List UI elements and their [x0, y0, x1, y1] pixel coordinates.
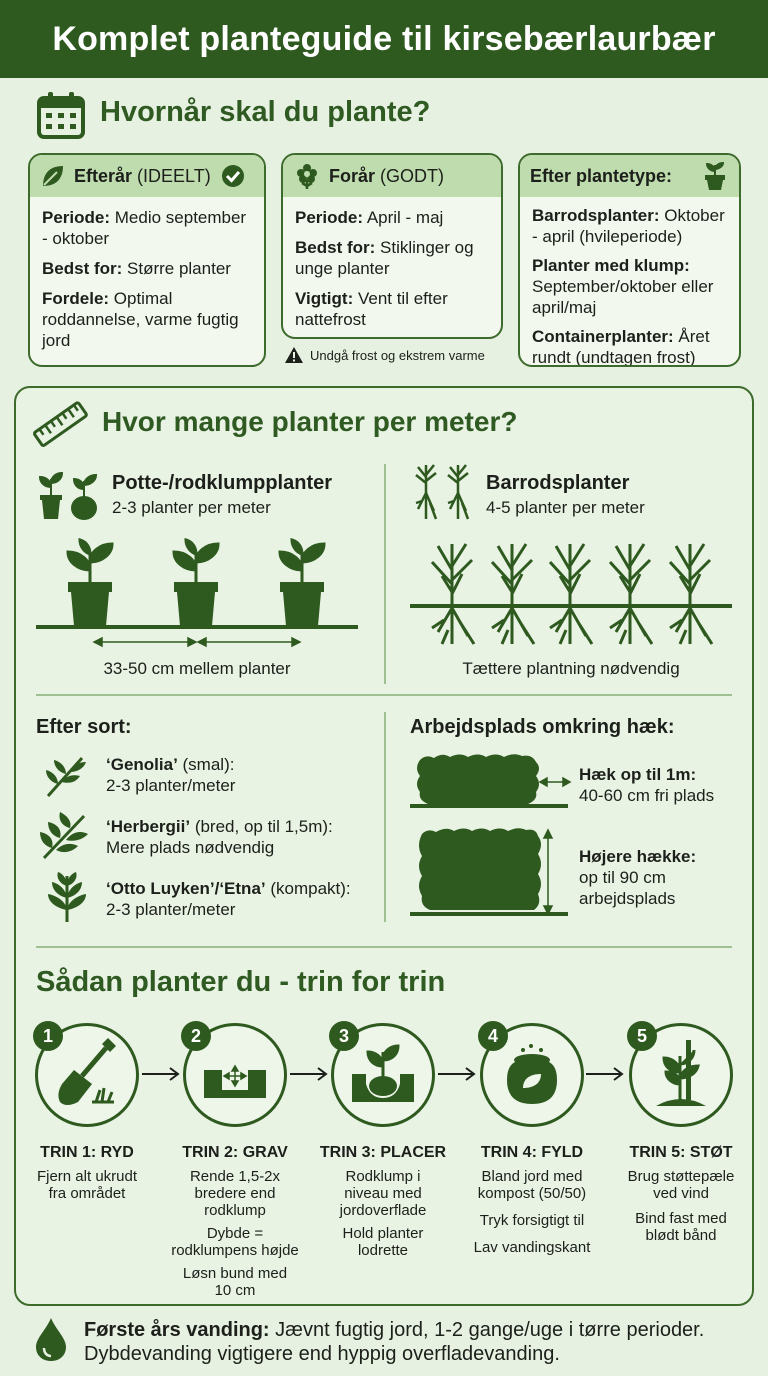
divider-horizontal-1	[36, 694, 732, 696]
step-2-text: Rende 1,5-2x bredere end rodklump Dybde = rodklumpens højde Løsn bund med 10 cm	[171, 1168, 299, 1299]
bare-root-timing: Barrodsplanter: Oktober - april (hvileperiode)	[532, 206, 725, 246]
step-4-title: TRIN 4: FYLD	[480, 1144, 584, 1161]
step-arrow-1-icon	[140, 1064, 186, 1084]
ruler-icon	[32, 398, 90, 452]
density-section-title: Hvor mange planter per meter?	[102, 406, 518, 437]
root-ball-timing: Planter med klump: September/oktober eller april/maj	[532, 256, 714, 317]
when-section-title: Hvornår skal du plante?	[100, 96, 431, 128]
plant-type-card-header: Efter plantetype:	[520, 155, 739, 197]
step-arrow-3-icon	[436, 1064, 482, 1084]
autumn-card-name: Efterår	[74, 165, 133, 186]
leaf-icon	[40, 163, 66, 189]
step-4-text: Bland jord med kompost (50/50) Tryk forsigtigt til Lav vandingskant	[473, 1168, 591, 1256]
calendar-icon	[36, 90, 86, 140]
hedge-illustration	[410, 752, 574, 922]
workspace-title: Arbejdsplads omkring hæk:	[410, 716, 675, 738]
autumn-card	[28, 153, 266, 367]
workspace-tall-hedge: Højere hække: op til 90 cm arbejdsplads	[579, 847, 697, 908]
step-3-text: Rodklump i niveau med jordoverflade Hold planter lodrette	[339, 1168, 427, 1259]
divider-vertical-bottom	[384, 712, 386, 922]
step-arrow-2-icon	[288, 1064, 334, 1084]
step-5-number: 5	[627, 1021, 657, 1051]
step-4-number: 4	[478, 1021, 508, 1051]
divider-horizontal-2	[36, 946, 732, 948]
bare-root-title: Barrodsplanter	[486, 472, 630, 494]
broad-leaf-branch-icon	[40, 812, 90, 860]
step-arrow-4-icon	[584, 1064, 630, 1084]
step-2-title: TRIN 2: GRAV	[182, 1144, 288, 1161]
plant-type-card	[518, 153, 741, 367]
potted-subtitle: 2-3 planter per meter	[112, 498, 271, 517]
potted-plants-icon	[36, 467, 102, 521]
spring-card-name: Forår	[329, 165, 376, 186]
spring-card	[281, 153, 503, 339]
container-timing: Containerplanter: Året rundt (undtagen frost)	[532, 327, 710, 367]
flower-icon	[293, 162, 321, 190]
spring-period: Periode: April - maj	[295, 208, 444, 227]
bare-root-icon	[412, 463, 474, 523]
potted-title: Potte-/rodklumpplanter	[112, 472, 333, 494]
check-circle-icon	[221, 164, 245, 188]
step-1-text: Fjern alt ukrudt fra området	[36, 1168, 138, 1202]
bare-root-subtitle: 4-5 planter per meter	[486, 498, 645, 517]
bare-root-spacing-illustration	[410, 538, 732, 650]
autumn-best-for: Bedst for: Større planter	[42, 259, 231, 278]
spring-card-tag: (GODT)	[380, 165, 445, 186]
compact-shrub-icon	[46, 872, 88, 922]
potted-plant-icon	[701, 161, 729, 191]
step-2-number: 2	[181, 1021, 211, 1051]
leaf-branch-icon	[44, 752, 88, 800]
spring-best-for: Bedst for: Stiklinger og unge planter	[295, 238, 474, 278]
workspace-small-hedge: Hæk op til 1m: 40-60 cm fri plads	[579, 765, 715, 805]
divider-vertical-top	[384, 464, 386, 684]
water-drop-icon	[34, 1316, 68, 1362]
page-title: Komplet planteguide til kirsebærlaurbær	[0, 0, 768, 78]
spring-important: Vigtigt: Vent til efter nattefrost	[295, 289, 448, 329]
step-1-title: TRIN 1: RYD	[40, 1144, 134, 1161]
warning-icon	[284, 346, 304, 364]
step-3-title: TRIN 3: PLACER	[319, 1144, 447, 1161]
potted-spacing-illustration	[36, 536, 358, 656]
spring-card-header	[283, 155, 501, 197]
steps-section-title: Sådan planter du - trin for trin	[36, 966, 446, 998]
variety-herbergii: ‘Herbergii’ (bred, op til 1,5m): Mere plads nødvendig	[106, 817, 333, 857]
variety-genolia: ‘Genolia’ (smal): 2-3 planter/meter	[106, 755, 236, 795]
step-1-number: 1	[33, 1021, 63, 1051]
step-5-text: Brug støttepæle ved vind Bind fast med blødt bånd	[627, 1168, 735, 1244]
autumn-card-tag: (IDEELT)	[137, 165, 211, 186]
autumn-period: Periode: Medio september - oktober	[42, 208, 247, 248]
step-5-title: TRIN 5: STØT	[629, 1144, 733, 1161]
autumn-card-header	[30, 155, 264, 197]
step-3-number: 3	[329, 1021, 359, 1051]
frost-warning: Undgå frost og ekstrem varme	[284, 346, 485, 364]
autumn-benefits: Fordele: Optimal roddannelse, varme fugtig jord	[42, 289, 239, 350]
variety-otto-luyken: ‘Otto Luyken’/‘Etna’ (kompakt): 2-3 planter/meter	[106, 879, 351, 919]
potted-caption: 33-50 cm mellem planter	[103, 659, 291, 678]
bare-root-caption: Tættere plantning nødvendig	[462, 659, 680, 678]
varieties-title: Efter sort:	[36, 716, 132, 738]
watering-note: Første års vanding: Jævnt fugtig jord, 1-2 gange/uge i tørre perioder. Dybdevanding vigtigere end hyppig overfladevanding.	[84, 1319, 705, 1365]
